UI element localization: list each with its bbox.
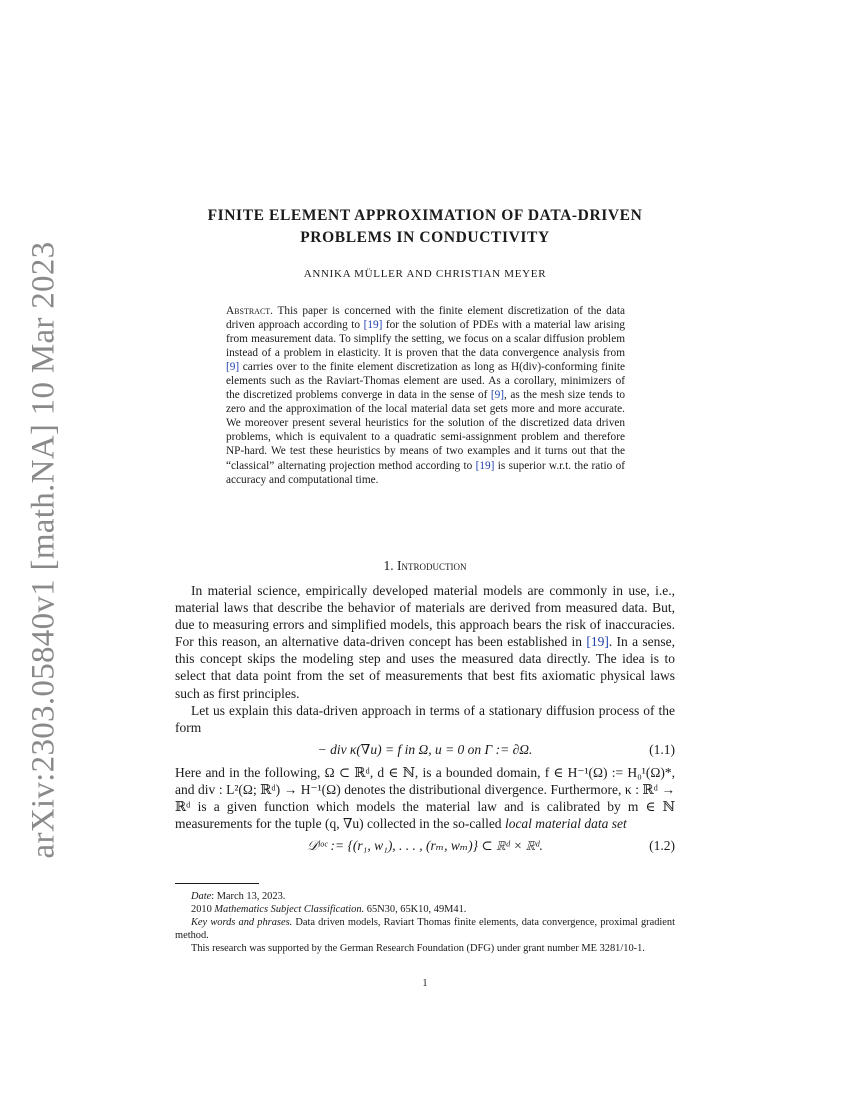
section-number: 1. (383, 558, 394, 573)
abstract-text-3: carries over to the finite element discretization as long as H(div)-conforming finite elements such as the Raviart-Thomas element are used. As a corollary, minimizers of the discretized problems converge in data in the sense of (226, 361, 625, 402)
abstract-text-5: is superior w.r.t. the ratio of accuracy and computational time. (226, 459, 625, 486)
footnote-text: : March 13, 2023. (211, 891, 286, 902)
paragraph (175, 582, 675, 702)
footnote-funding: This research was supported by the German Research Foundation (DFG) under grant number ME 3281/10-1. (191, 943, 645, 955)
equation-body: 𝒟ˡᵒᶜ := {(r₁, w₁), . . . , (rₘ, wₘ)} ⊂ ℝᵈ × ℝᵈ. (307, 838, 543, 854)
title-line-1: FINITE ELEMENT APPROXIMATION OF DATA-DRIVEN (207, 207, 643, 224)
footnote-rule (175, 883, 259, 884)
arxiv-sidebar-stamp (22, 170, 66, 930)
equation-number: (1.1) (649, 741, 675, 757)
footnote-text: 2010 (191, 904, 215, 916)
paragraph-text: In material science, empirically developed material models are commonly in use, i.e., material laws that describe the behavior of materials are derived from measured data. But, due to measuring errors and simplified models, this approach bears the risk of inaccuracies. For this reason, an alternative data-driven concept has been established in (175, 583, 675, 650)
paragraph-text: . In a sense, this concept skips the modeling step and uses the measured data directly. The idea is to select that data point from the set of measurements that best fits axiomatic physical laws such as first principles. (175, 634, 675, 701)
abstract-heading: Abstract. (226, 305, 273, 317)
citation-link[interactable]: [9] (226, 361, 240, 374)
paragraph (175, 764, 675, 832)
citation-link[interactable]: [19] (475, 459, 495, 472)
citation-link[interactable]: [19] (363, 319, 383, 332)
paper-title (175, 205, 675, 249)
abstract-text-2: for the solution of PDEs with a material law arising from measurement data. To simplify the setting, we focus on a scalar diffusion problem instead of a problem in elasticity. It is proven that the data convergence analysis from (226, 319, 625, 360)
abstract-text-4: , as the mesh size tends to zero and the approximation of the local material data set gets more and more accurate. We moreover present several heuristics for the solution of the discretized data driven problems, which is equivalent to a quadratic semi-assignment problem and therefore NP-hard. We test these heuristics by means of two examples and it turns out that the “classical” alternating projection method according to (226, 389, 625, 472)
footnote-label: Date (191, 891, 212, 902)
citation-link[interactable]: [9] (490, 389, 505, 402)
footnote-keywords (175, 916, 675, 942)
equation-1-2 (175, 834, 675, 858)
footnote-text: 65N30, 65K10, 49M41. (364, 904, 467, 916)
author-list: ANNIKA MÜLLER AND CHRISTIAN MEYER (303, 268, 547, 280)
paragraph-text: Here and in the following, Ω ⊂ ℝᵈ, d ∈ ℕ, is a bounded domain, f ∈ H⁻¹(Ω) := H₀¹(Ω)*, and div : L²(Ω; ℝᵈ) → H⁻¹(Ω) denotes the distributional divergence. Furthermore, κ : ℝᵈ → ℝᵈ is a given function which models the material law and is calibrated by m ∈ ℕ measurements for the tuple (q, ∇u) collected in the so-called (175, 764, 675, 832)
section-title: Introduction (397, 558, 467, 573)
abstract-text-1: This paper is concerned with the finite element discretization of the data driven approach according to (226, 305, 625, 332)
body-text (175, 582, 675, 860)
section-heading (175, 558, 675, 574)
equation-body: − div κ(∇u) = f in Ω, u = 0 on Γ := ∂Ω. (317, 741, 533, 757)
footnote-date (175, 890, 675, 903)
abstract (226, 304, 625, 487)
footnote-label: Key words and phrases. (191, 917, 293, 929)
page-number: 1 (422, 978, 428, 989)
paragraph: Let us explain this data-driven approach in terms of a stationary diffusion process of the form (175, 702, 675, 735)
arxiv-identifier: arXiv:2303.05840v1 [math.NA] 10 Mar 2023 (25, 241, 62, 859)
footnotes (175, 890, 675, 955)
footnote-msc (175, 903, 675, 916)
equation-1-1 (175, 738, 675, 762)
emphasized-term: local material data set (504, 816, 627, 832)
citation-link[interactable]: [19] (586, 634, 609, 650)
footnote-text: Data driven models, Raviart Thomas finite elements, data convergence, proximal gradient method. (175, 917, 675, 942)
title-line-2: PROBLEMS IN CONDUCTIVITY (300, 229, 550, 246)
equation-number: (1.2) (649, 838, 675, 854)
footnote-label: Mathematics Subject Classification. (214, 904, 365, 916)
